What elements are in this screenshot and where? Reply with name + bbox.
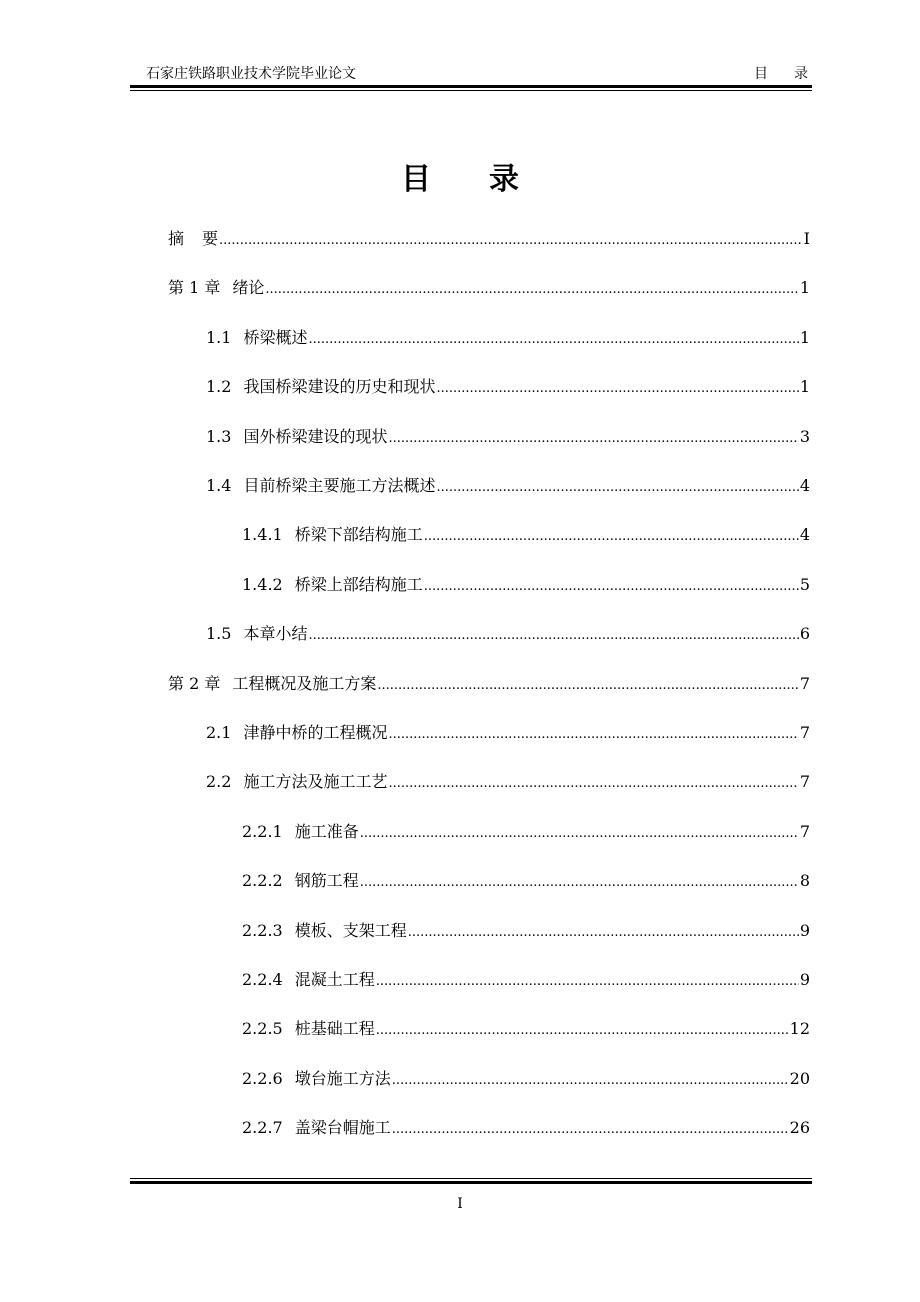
toc-entry-page: 8 — [799, 871, 810, 890]
toc-leader-dots — [376, 1018, 789, 1044]
toc-entry-label: 我国桥梁建设的历史和现状 — [243, 377, 436, 396]
toc-entry-page: 7 — [799, 822, 810, 841]
toc-entry-page: 12 — [789, 1019, 810, 1038]
toc-entry[interactable] — [242, 522, 810, 548]
toc-entry-number: 2.2.4 — [242, 970, 283, 989]
toc-entry-label: 施工准备 — [294, 822, 359, 841]
header-rule-thick — [130, 85, 812, 88]
header-section-title — [754, 64, 808, 84]
toc-entry-number: 2.1 — [206, 723, 232, 742]
header-section-part1: 目 — [754, 66, 768, 82]
toc-entry-label: 桥梁上部结构施工 — [294, 575, 423, 594]
toc-entry-label: 工程概况及施工方案 — [232, 674, 377, 693]
toc-leader-dots — [377, 673, 798, 699]
toc-leader-dots — [392, 1068, 789, 1094]
toc-entry[interactable] — [242, 1115, 810, 1141]
toc-entry-page: 26 — [789, 1118, 810, 1137]
toc-entry[interactable] — [242, 819, 810, 845]
toc-entry-number: 1.4.1 — [242, 525, 283, 544]
toc-entry-label: 目前桥梁主要施工方法概述 — [243, 476, 436, 495]
toc-entry-page: 7 — [799, 772, 810, 791]
toc-entry[interactable] — [242, 572, 810, 598]
toc-entry[interactable] — [206, 473, 810, 499]
toc-entry[interactable] — [206, 374, 810, 400]
toc-entry[interactable] — [206, 424, 810, 450]
toc-entry-number: 1.1 — [206, 328, 232, 347]
toc-leader-dots — [360, 870, 799, 896]
toc-entry-number: 1.4.2 — [242, 575, 283, 594]
toc-entry-number: 第 2 章 — [168, 674, 221, 693]
toc-entry[interactable] — [206, 769, 810, 795]
toc-entry-label: 国外桥梁建设的现状 — [243, 427, 388, 446]
toc-entry-label: 钢筋工程 — [294, 871, 359, 890]
toc-leader-dots — [436, 376, 798, 402]
toc-entry-number: 摘 — [168, 229, 185, 248]
toc-entry-label: 桩基础工程 — [294, 1019, 375, 1038]
toc-entry-page: 4 — [799, 525, 810, 544]
page-title — [0, 160, 920, 200]
footer-rule-thin — [130, 1178, 812, 1179]
toc-entry-label: 桥梁下部结构施工 — [294, 525, 423, 544]
toc-entry-page: 7 — [799, 723, 810, 742]
toc-leader-dots — [424, 574, 799, 600]
toc-entry-number: 2.2.3 — [242, 921, 283, 940]
toc-entry-label: 盖梁台帽施工 — [294, 1118, 391, 1137]
toc-leader-dots — [408, 920, 799, 946]
toc-leader-dots — [388, 426, 798, 452]
toc-leader-dots — [388, 722, 798, 748]
toc-entry-page: 9 — [799, 970, 810, 989]
toc-entry-number: 2.2.2 — [242, 871, 283, 890]
toc-entry-page: 1 — [799, 328, 810, 347]
toc-leader-dots — [308, 327, 798, 353]
toc-entry[interactable] — [206, 621, 810, 647]
toc-leader-dots — [360, 821, 799, 847]
toc-entry-page: 4 — [799, 476, 810, 495]
toc-entry-label: 施工方法及施工工艺 — [243, 772, 388, 791]
toc-entry-label: 绪论 — [232, 278, 265, 297]
toc-entry[interactable] — [242, 1016, 810, 1042]
toc-entry-page: 20 — [789, 1069, 810, 1088]
page-title-part2: 录 — [489, 162, 519, 197]
header-rule-thin — [130, 90, 812, 91]
header-thesis-title: 石家庄铁路职业技术学院毕业论文 — [146, 66, 356, 82]
toc-leader-dots — [392, 1117, 789, 1143]
toc-entry-page: 7 — [799, 674, 810, 693]
toc-entry-number: 2.2.6 — [242, 1069, 283, 1088]
page-header — [130, 64, 812, 84]
toc-entry[interactable] — [168, 226, 810, 252]
toc-entry-label: 混凝土工程 — [294, 970, 375, 989]
toc-entry[interactable] — [242, 967, 810, 993]
toc-entry-label: 要 — [202, 229, 219, 248]
footer-rule-thick — [130, 1181, 812, 1184]
toc-entry-page: 1 — [799, 278, 810, 297]
toc-leader-dots — [219, 228, 803, 254]
toc-entry-label: 本章小结 — [243, 624, 308, 643]
toc-entry-number: 1.3 — [206, 427, 232, 446]
toc-entry-page: 3 — [799, 427, 810, 446]
toc-entry-page: 6 — [799, 624, 810, 643]
toc-entry-page: 5 — [799, 575, 810, 594]
toc-entry[interactable] — [242, 868, 810, 894]
toc-entry-label: 津静中桥的工程概况 — [243, 723, 388, 742]
toc-entry-label: 模板、支架工程 — [294, 921, 407, 940]
toc-entry-number: 1.2 — [206, 377, 232, 396]
page-title-part1: 目 — [401, 162, 431, 197]
toc-leader-dots — [376, 969, 799, 995]
toc-entry-page: 9 — [799, 921, 810, 940]
toc-entry[interactable] — [206, 325, 810, 351]
toc-entry[interactable] — [168, 671, 810, 697]
toc-entry[interactable] — [168, 275, 810, 301]
toc-entry-number: 1.5 — [206, 624, 232, 643]
toc-entry-number: 1.4 — [206, 476, 232, 495]
header-section-part2: 录 — [794, 66, 808, 82]
toc-entry-page: 1 — [799, 377, 810, 396]
toc-leader-dots — [308, 623, 798, 649]
toc-entry-number: 2.2 — [206, 772, 232, 791]
toc-entry[interactable] — [242, 918, 810, 944]
toc-entry-number: 2.2.1 — [242, 822, 283, 841]
toc-leader-dots — [388, 771, 798, 797]
toc-entry-label: 墩台施工方法 — [294, 1069, 391, 1088]
toc-entry-number: 第 1 章 — [168, 278, 221, 297]
toc-leader-dots — [265, 277, 798, 303]
toc-entry-number: 2.2.5 — [242, 1019, 283, 1038]
toc-entry-number: 2.2.7 — [242, 1118, 283, 1137]
toc-leader-dots — [424, 524, 799, 550]
toc-entry[interactable] — [206, 720, 810, 746]
toc-entry-label: 桥梁概述 — [243, 328, 308, 347]
toc-entry[interactable] — [242, 1066, 810, 1092]
toc-leader-dots — [436, 475, 798, 501]
toc-entry-page: I — [803, 229, 810, 248]
footer-page-number: I — [457, 1196, 463, 1212]
